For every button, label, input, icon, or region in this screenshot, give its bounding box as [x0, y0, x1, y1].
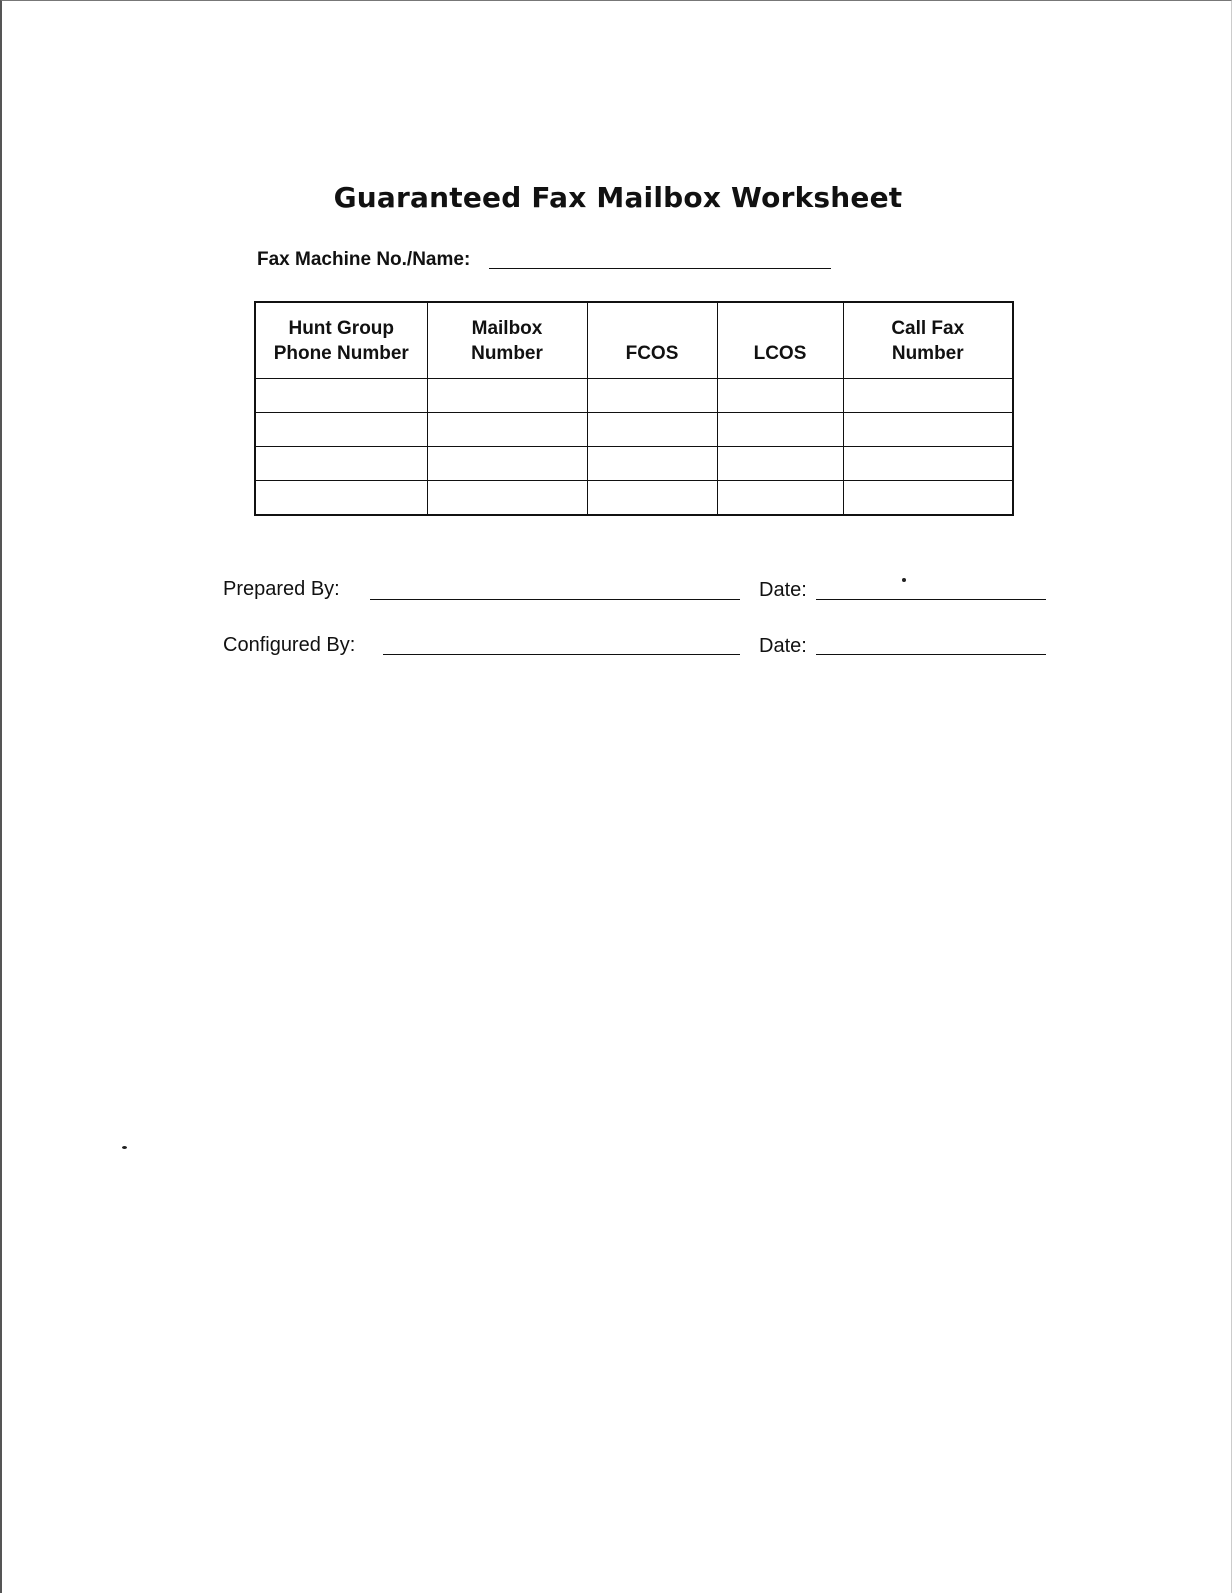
prepared-by-label: Prepared By:	[223, 578, 340, 600]
table-cell[interactable]	[427, 480, 587, 515]
table-cell[interactable]	[717, 412, 843, 446]
table-cell[interactable]	[255, 412, 427, 446]
header-call-fax-number: Call Fax Number	[843, 302, 1013, 378]
table-cell[interactable]	[717, 378, 843, 412]
table-row	[255, 378, 1013, 412]
prepared-date-field[interactable]	[816, 599, 1046, 600]
date-label-configured: Date:	[759, 635, 807, 657]
table-cell[interactable]	[255, 378, 427, 412]
table-cell[interactable]	[843, 378, 1013, 412]
configured-by-field[interactable]	[383, 654, 740, 655]
configured-date-field[interactable]	[816, 654, 1046, 655]
table-cell[interactable]	[255, 446, 427, 480]
fax-machine-label: Fax Machine No./Name:	[257, 249, 471, 270]
table-cell[interactable]	[587, 412, 717, 446]
table-cell[interactable]	[717, 446, 843, 480]
table-cell[interactable]	[587, 378, 717, 412]
mailbox-table	[254, 301, 1014, 516]
table-cell[interactable]	[843, 412, 1013, 446]
table-cell[interactable]	[427, 446, 587, 480]
table-row	[255, 446, 1013, 480]
table-cell[interactable]	[587, 480, 717, 515]
fax-machine-field[interactable]	[489, 268, 831, 269]
table-cell[interactable]	[843, 446, 1013, 480]
scan-speck	[122, 1146, 127, 1149]
scan-speck	[902, 578, 906, 582]
header-hunt-group-phone-number: Hunt Group Phone Number	[255, 302, 427, 378]
table-row	[255, 480, 1013, 515]
prepared-by-field[interactable]	[370, 599, 740, 600]
table-cell[interactable]	[255, 480, 427, 515]
header-lcos: LCOS	[717, 302, 843, 378]
date-label-prepared: Date:	[759, 579, 807, 601]
table-cell[interactable]	[717, 480, 843, 515]
table-header-row	[255, 302, 1013, 378]
table-row	[255, 412, 1013, 446]
table-cell[interactable]	[843, 480, 1013, 515]
table-cell[interactable]	[587, 446, 717, 480]
table-cell[interactable]	[427, 412, 587, 446]
table-cell[interactable]	[427, 378, 587, 412]
page-title: Guaranteed Fax Mailbox Worksheet	[333, 181, 903, 214]
header-fcos: FCOS	[587, 302, 717, 378]
configured-by-label: Configured By:	[223, 634, 356, 656]
header-mailbox-number: Mailbox Number	[427, 302, 587, 378]
